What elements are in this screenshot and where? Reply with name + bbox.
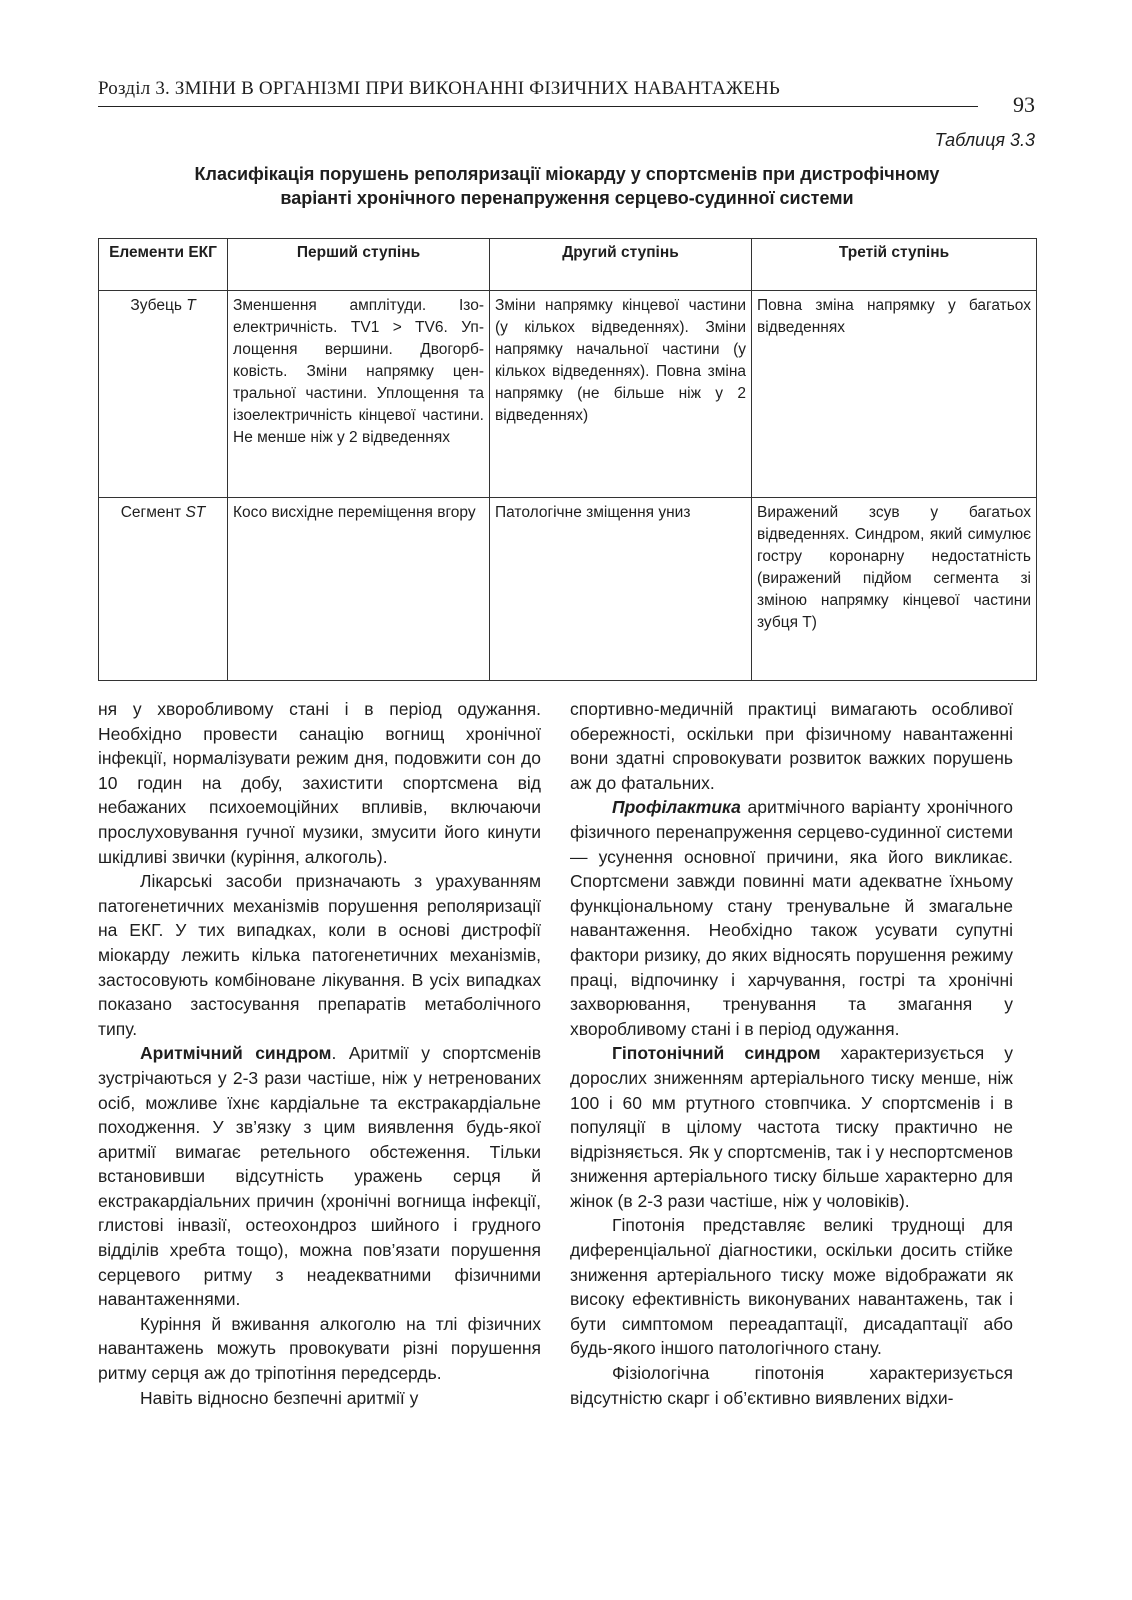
paragraph: Аритмічний синдром. Аритмії у спортсменів зустрічаються у 2-3 рази частіше, ніж у нетренованих осіб, можливе їхнє кардіальне та екстракардіальне походження. У зв’язку з цим виявлення будь-якої аритмії вимагає ретельного обстеження. Тільки встановивши відсутність уражень серця й екстракардіальних причин (хронічні вогнища інфекції, глистові інвазії, остеохондроз шийного і грудного відділів хребта тощо), можна пов’язати порушення серцевого ритму з неадекватними фізичними навантаженнями. (98, 1043, 541, 1310)
table-label: Таблиця 3.3 (934, 130, 1035, 150)
paragraph: Профілактика аритмічного варіанту хронічного фізичного перенапруження серцево-судинної системи — усунення основної причини, яка його викликає. Спортсмени завжди повинні мати адекватне їхньому функціональному стану тренувальне й змагальне навантаження. Необхідно також усувати супутні фактори ризику, до яких відносять порушення режиму праці, відпочинку і харчування, гострі та хронічні захворювання, тренування та змагання у хворобливому стані і в період одужання. (570, 797, 1013, 1039)
term-hypotonic-syndrome: Гіпотонічний синдром (612, 1043, 821, 1064)
cell-first: Косо висхідне переміщення вгору (228, 498, 490, 681)
header-elements: Елементи ЕКГ (99, 239, 228, 291)
table-row (99, 291, 1037, 498)
table-title-line-2: варіанті хронічного перенапруження серцево-судинної системи (280, 188, 854, 208)
table-title (98, 162, 1036, 210)
cell-first: Зменшення амплітуди. Ізоелектричність. TV1 > TV6. Уплощення вершини. Двогорбковість. Зміни напрямку центральної частини. Уплощення та ізоелектричність кінцевої частини. Не менше ніж у 2 відведеннях (228, 291, 490, 498)
row-element: Сегмент ST (99, 498, 228, 681)
running-title: Розділ 3. ЗМІНИ В ОРГАНІЗМІ ПРИ ВИКОНАННІ ФІЗИЧНИХ НАВАНТАЖЕНЬ (98, 78, 781, 99)
page-number: 93 (1013, 92, 1035, 117)
paragraph: Навіть відносно безпечні аритмії у (140, 1387, 419, 1408)
term-prevention: Профілактика (612, 797, 741, 818)
paragraph: Куріння й вживання алкоголю на тлі фізичних навантажень можуть провокувати різні порушення ритму серця аж до тріпотіння передсердь. (98, 1313, 541, 1384)
classification-table (98, 238, 1037, 681)
row-element: Зубець T (99, 291, 228, 498)
header-second-degree: Другий ступінь (490, 239, 752, 291)
paragraph: Гіпотонічний синдром характеризується у дорослих зниженням артеріального тиску менше, ніж 100 і 60 мм ртутного стовпчика. У спортсменів і в популяції в цілому частота тиску практично не відрізняється. Як у спортсменів, так і у неспортсменов зниження артеріального тиску більше характерно для жінок (в 2-3 рази частіше, ніж у чоловіків). (570, 1043, 1013, 1211)
paragraph: спортивно-медичній практиці вимагають особливої обережності, оскільки при фізичному навантаженні вони здатні спровокувати розвиток важких порушень аж до фатальних. (570, 699, 1013, 793)
paragraph: Фізіологічна гіпотонія характеризується відсутністю скарг і об’єктивно виявлених відхи- (570, 1363, 1013, 1408)
cell-third: Повна зміна напрямку у багатьох відведеннях (752, 291, 1037, 498)
header-first-degree: Перший ступінь (228, 239, 490, 291)
left-text-column (98, 697, 541, 1410)
running-header (98, 78, 978, 107)
cell-second: Патологічне зміщення униз (490, 498, 752, 681)
table-row (99, 498, 1037, 681)
cell-second: Зміни напрямку кінцевої частини (у кількох відведеннях). Зміни напрямку начальної частини (у кількох відведеннях). Повна зміна напрямку (не більше ніж у 2 відведеннях) (490, 291, 752, 498)
cell-third: Виражений зсув у багатьох відведеннях. Синдром, який симулює гостру коронарну недостатність (виражений підйом сегмента зі зміною напрямку кінцевої частини зубця T) (752, 498, 1037, 681)
header-third-degree: Третій ступінь (752, 239, 1037, 291)
table-header-row (99, 239, 1037, 291)
right-text-column (570, 697, 1013, 1410)
paragraph: ня у хворобливому стані і в період одужання. Необхідно провести санацію вогнищ хронічної інфекції, нормалізувати режим дня, подовжити сон до 10 годин на добу, захистити спортсмена від небажаних психоемоційних впливів, включаючи прослуховування гучної музики, змусити його кинути шкідливі звички (куріння, алкоголь). (98, 699, 541, 867)
term-arrhythmic-syndrome: Аритмічний синдром (140, 1043, 332, 1064)
table-title-line-1: Класифікація порушень реполяризації міокарду у спортсменів при дистрофічному (194, 164, 940, 184)
paragraph: Лікарські засоби призначають з урахуванням патогенетичних механізмів порушення реполяризації на ЕКГ. У тих випадках, коли в основі дистрофії міокарду лежить кілька патогенетичних механізмів, застосовують комбіноване лікування. В усіх випадках показано застосування препаратів метаболічного типу. (98, 871, 541, 1039)
paragraph: Гіпотонія представляє великі труднощі для диференціальної діагностики, оскільки досить стійке зниження артеріального тиску може відображати як високу ефективність виконуваних навантажень, так і бути симптомом переадаптації, дисадаптації або будь-якого іншого патологічного стану. (570, 1215, 1013, 1359)
